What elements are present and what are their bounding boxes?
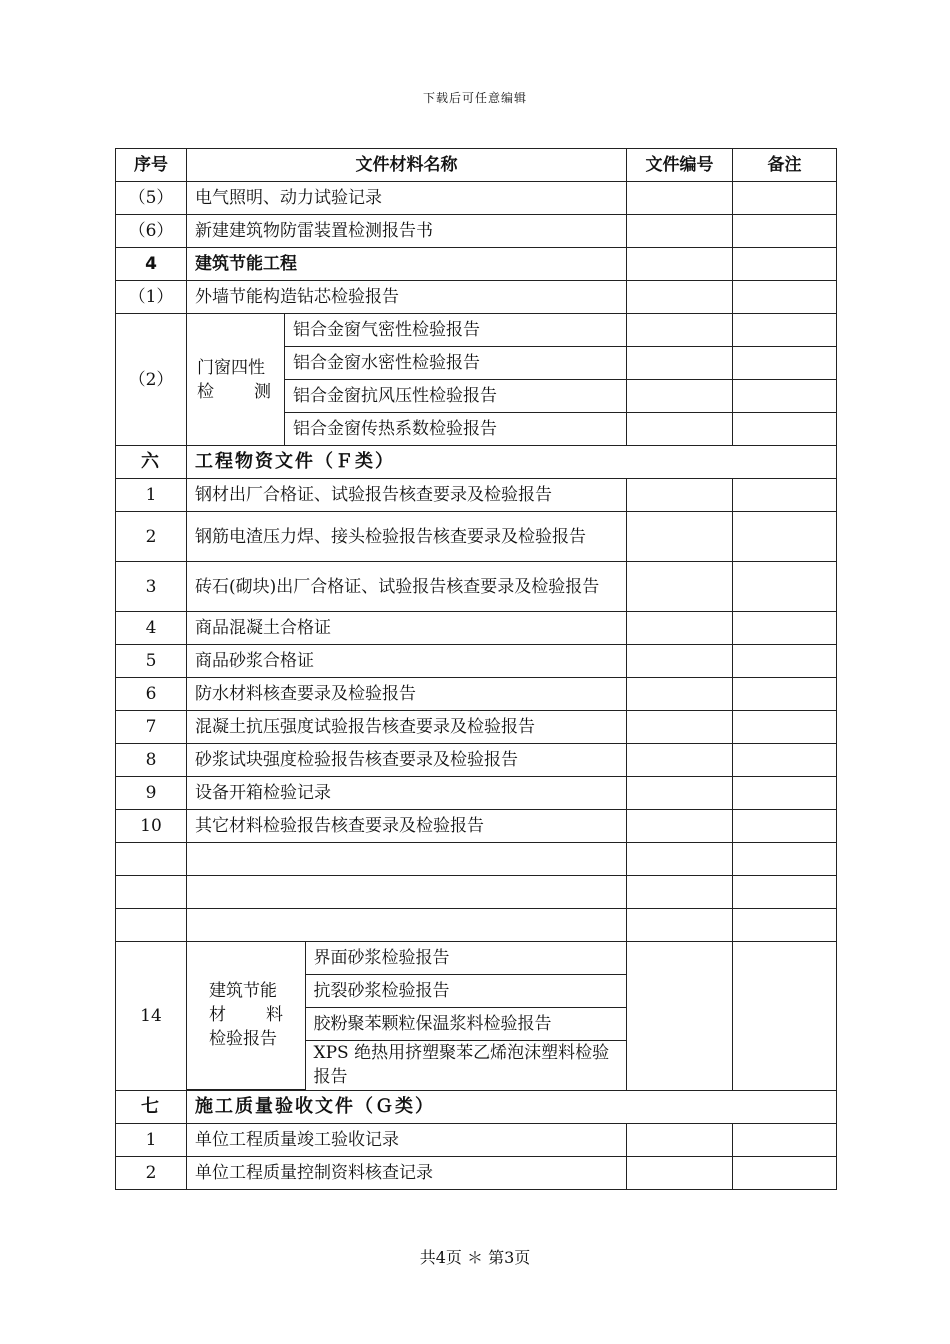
row-serial: （6） <box>116 215 187 248</box>
group-label <box>187 314 285 446</box>
group-label-char: 测 <box>254 381 271 402</box>
header-note: 下载后可任意编辑 <box>422 91 527 105</box>
row-file-number <box>627 281 733 314</box>
header-remarks: 备注 <box>733 149 837 182</box>
group-item: 抗裂砂浆检验报告 <box>305 975 626 1008</box>
row-remarks <box>733 380 837 413</box>
file-materials-table <box>115 148 837 1190</box>
group-label-line2 <box>197 380 271 404</box>
row-remarks <box>733 281 837 314</box>
row-name: 钢材出厂合格证、试验报告核查要录及检验报告 <box>187 479 627 512</box>
section-serial: 4 <box>116 248 187 281</box>
row-remarks <box>733 744 837 777</box>
row-remarks <box>733 347 837 380</box>
row-serial: 2 <box>116 512 187 562</box>
empty-cell <box>733 909 837 942</box>
row-name: 混凝土抗压强度试验报告核查要录及检验报告 <box>187 711 627 744</box>
row-serial: 6 <box>116 678 187 711</box>
row-name: 砖石(砌块)出厂合格证、试验报告核查要录及检验报告 <box>187 562 627 612</box>
row-file-number <box>627 777 733 810</box>
group-label-line1: 门窗四性 <box>197 357 265 378</box>
empty-cell <box>733 843 837 876</box>
row-name: 设备开箱检验记录 <box>187 777 627 810</box>
row-name: 防水材料核查要录及检验报告 <box>187 678 627 711</box>
row-serial: 4 <box>116 612 187 645</box>
row-file-number <box>627 562 733 612</box>
row-file-number <box>627 512 733 562</box>
row-remarks <box>733 413 837 446</box>
table-row <box>116 777 837 810</box>
page-footer: 共4页 ＊ 第3页 <box>419 1248 531 1267</box>
row-file-number <box>627 215 733 248</box>
header-file-number: 文件编号 <box>627 149 733 182</box>
table-row <box>116 612 837 645</box>
header-file-name: 文件材料名称 <box>187 149 627 182</box>
row-remarks <box>733 512 837 562</box>
section-serial: 七 <box>116 1090 187 1123</box>
section-serial: 六 <box>116 446 187 479</box>
empty-row <box>116 909 837 942</box>
row-name: 其它材料检验报告核查要录及检验报告 <box>187 810 627 843</box>
row-serial: 7 <box>116 711 187 744</box>
group-item: 铝合金窗水密性检验报告 <box>285 347 627 380</box>
row-file-number <box>627 314 733 347</box>
row-file-number <box>627 678 733 711</box>
row-serial: （1） <box>116 281 187 314</box>
table-row <box>116 678 837 711</box>
table-row <box>116 479 837 512</box>
row-name: 砂浆试块强度检验报告核查要录及检验报告 <box>187 744 627 777</box>
table-row <box>116 744 837 777</box>
row-name: 单位工程质量控制资料核查记录 <box>187 1156 627 1189</box>
row-serial: 1 <box>116 1123 187 1156</box>
header-serial: 序号 <box>116 149 187 182</box>
row-serial: 10 <box>116 810 187 843</box>
section-title: 工程物资文件（Ｆ类） <box>187 446 837 479</box>
row-name: 电气照明、动力试验记录 <box>187 182 627 215</box>
row-name: 外墙节能构造钻芯检验报告 <box>187 281 627 314</box>
row-remarks <box>733 678 837 711</box>
row-name: 新建建筑物防雷装置检测报告书 <box>187 215 627 248</box>
group-item: 铝合金窗气密性检验报告 <box>285 314 627 347</box>
row-remarks <box>733 314 837 347</box>
section-title: 施工质量验收文件（Ｇ类） <box>187 1090 837 1123</box>
group-item: 铝合金窗抗风压性检验报告 <box>285 380 627 413</box>
group-label-char: 检 <box>197 381 214 402</box>
row-file-number <box>627 942 733 1091</box>
row-serial: （2） <box>116 314 187 446</box>
empty-row <box>116 876 837 909</box>
empty-cell <box>733 876 837 909</box>
table-row <box>116 512 837 562</box>
empty-cell <box>187 909 627 942</box>
table-row <box>116 281 837 314</box>
group-row-window-tests <box>116 314 837 347</box>
row-remarks <box>733 942 837 1091</box>
group-label-line1: 建筑节能 <box>209 981 277 1002</box>
group-item: XPS 绝热用挤塑聚苯乙烯泡沫塑料检验报告 <box>305 1041 626 1090</box>
row-name: 单位工程质量竣工验收记录 <box>187 1123 627 1156</box>
row-remarks <box>733 1156 837 1189</box>
row-serial: 1 <box>116 479 187 512</box>
row-serial: 3 <box>116 562 187 612</box>
row-remarks <box>733 711 837 744</box>
row-file-number <box>627 380 733 413</box>
group-item: 胶粉聚苯颗粒保温浆料检验报告 <box>305 1008 626 1041</box>
group-block <box>187 942 627 1091</box>
group-label-char: 料 <box>266 1005 283 1026</box>
row-serial: （5） <box>116 182 187 215</box>
row-remarks <box>733 1123 837 1156</box>
table-row <box>116 645 837 678</box>
table-row <box>116 182 837 215</box>
row-serial: 9 <box>116 777 187 810</box>
row-file-number <box>627 711 733 744</box>
row-serial: 5 <box>116 645 187 678</box>
row-remarks <box>733 612 837 645</box>
row-file-number <box>627 612 733 645</box>
row-remarks <box>733 479 837 512</box>
row-name: 商品砂浆合格证 <box>187 645 627 678</box>
row-remarks <box>733 645 837 678</box>
group-label-line2 <box>209 1003 283 1027</box>
empty-cell <box>627 876 733 909</box>
section-row-4 <box>116 248 837 281</box>
row-remarks <box>733 215 837 248</box>
empty-cell <box>627 843 733 876</box>
empty-cell <box>116 843 187 876</box>
section-title: 建筑节能工程 <box>187 248 627 281</box>
group-label-line3: 检验报告 <box>209 1029 277 1050</box>
group-item: 界面砂浆检验报告 <box>305 942 626 975</box>
group-item: 铝合金窗传热系数检验报告 <box>285 413 627 446</box>
section-row-7 <box>116 1090 837 1123</box>
row-file-number <box>627 744 733 777</box>
row-name: 钢筋电渣压力焊、接头检验报告核查要录及检验报告 <box>187 512 627 562</box>
group-subtable <box>187 942 626 1090</box>
group-label <box>187 942 305 1089</box>
row-file-number <box>627 479 733 512</box>
row-serial: 8 <box>116 744 187 777</box>
row-file-number <box>627 248 733 281</box>
table-row <box>116 810 837 843</box>
group-row-energy-materials <box>116 942 837 1091</box>
row-remarks <box>733 810 837 843</box>
table-row <box>116 711 837 744</box>
empty-cell <box>187 843 627 876</box>
table-row <box>116 215 837 248</box>
row-remarks <box>733 182 837 215</box>
empty-cell <box>187 876 627 909</box>
table-row <box>116 1123 837 1156</box>
row-file-number <box>627 347 733 380</box>
row-serial: 2 <box>116 1156 187 1189</box>
row-name: 商品混凝土合格证 <box>187 612 627 645</box>
table-row <box>116 562 837 612</box>
row-file-number <box>627 810 733 843</box>
group-label-char: 材 <box>209 1005 226 1026</box>
empty-cell <box>116 909 187 942</box>
row-remarks <box>733 248 837 281</box>
empty-cell <box>116 876 187 909</box>
row-serial: 14 <box>116 942 187 1091</box>
row-remarks <box>733 562 837 612</box>
row-file-number <box>627 645 733 678</box>
row-file-number <box>627 1123 733 1156</box>
row-file-number <box>627 182 733 215</box>
table-row <box>116 1156 837 1189</box>
table-header-row <box>116 149 837 182</box>
empty-cell <box>627 909 733 942</box>
section-row-6 <box>116 446 837 479</box>
row-remarks <box>733 777 837 810</box>
row-file-number <box>627 413 733 446</box>
row-file-number <box>627 1156 733 1189</box>
empty-row <box>116 843 837 876</box>
